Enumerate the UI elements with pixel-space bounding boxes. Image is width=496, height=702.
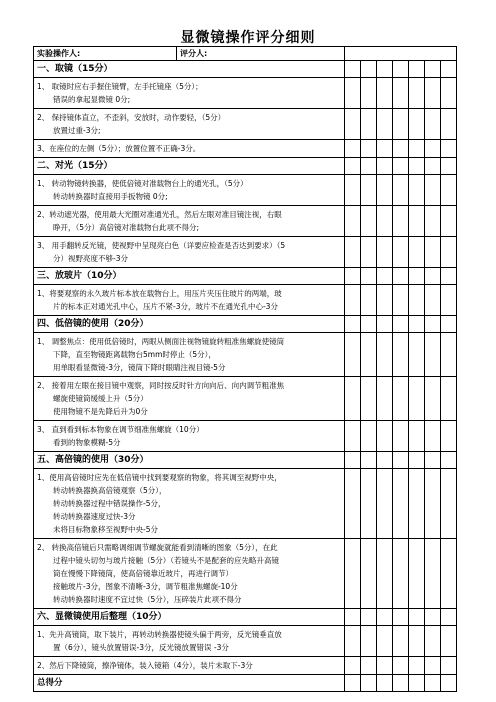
criterion-line: 转动转换器时直接用手扳物镜 0分; <box>53 192 168 201</box>
score-cell[interactable] <box>409 657 425 675</box>
score-cell[interactable] <box>377 206 393 237</box>
score-cell[interactable] <box>377 285 393 316</box>
criterion-line: 1、 转动物镜转换器，使低倍镜对准载物台上的通光孔，（5分） <box>37 179 248 188</box>
score-cell[interactable] <box>425 61 441 78</box>
score-cell[interactable] <box>441 452 457 469</box>
criterion-line: 用单眼看显微镜-3分，镜筒下降时眼睛注视目镜-5分 <box>53 363 226 372</box>
score-cell[interactable] <box>361 316 377 333</box>
score-cell[interactable] <box>361 539 377 609</box>
section-row <box>34 61 457 78</box>
score-cell[interactable] <box>425 539 441 609</box>
section-row <box>34 609 457 626</box>
criterion-row <box>34 469 457 539</box>
criterion-row <box>34 237 457 268</box>
criterion-text <box>34 539 345 609</box>
score-cell[interactable] <box>393 539 409 609</box>
score-cell[interactable] <box>345 158 361 175</box>
score-cell[interactable] <box>361 109 377 140</box>
score-cell[interactable] <box>409 377 425 421</box>
score-cell[interactable] <box>425 675 441 692</box>
score-cell[interactable] <box>377 268 393 285</box>
score-cell[interactable] <box>441 377 457 421</box>
criterion-line: 1、 取镜时应右手握住镜臂，左手托镜座（5分）； <box>37 82 203 91</box>
score-cell[interactable] <box>409 158 425 175</box>
criterion-line: 置（6分），镜头放置错误-3分，反光镜放置错误 -3分 <box>53 643 229 652</box>
score-cell[interactable] <box>345 469 361 539</box>
score-cell[interactable] <box>377 109 393 140</box>
score-cell[interactable] <box>393 206 409 237</box>
score-cell[interactable] <box>345 268 361 285</box>
total-row <box>34 675 457 692</box>
criterion-line: 2、 接着用左眼在接目镜中观察，同时按反时针方向向后、向内调节粗准焦 <box>37 381 285 390</box>
score-cell[interactable] <box>345 333 361 377</box>
score-cell[interactable] <box>409 206 425 237</box>
score-cell[interactable] <box>441 175 457 206</box>
criterion-row <box>34 140 457 158</box>
score-cell[interactable] <box>377 452 393 469</box>
score-cell[interactable] <box>393 61 409 78</box>
score-cell[interactable] <box>361 421 377 452</box>
score-cell[interactable] <box>377 609 393 626</box>
score-cell[interactable] <box>425 316 441 333</box>
criterion-line: 2、然后下降镜筒，擦净镜体，装入镜箱（4分），装片未取下-3分 <box>37 661 253 670</box>
criterion-row <box>34 206 457 237</box>
score-cell[interactable] <box>361 609 377 626</box>
score-cell[interactable] <box>425 421 441 452</box>
score-cell[interactable] <box>361 452 377 469</box>
score-cell[interactable] <box>409 237 425 268</box>
criterion-row <box>34 421 457 452</box>
score-cell[interactable] <box>441 333 457 377</box>
score-cell[interactable] <box>425 285 441 316</box>
score-cell[interactable] <box>441 140 457 158</box>
score-cell[interactable] <box>345 316 361 333</box>
score-cell[interactable] <box>393 626 409 657</box>
score-cell[interactable] <box>409 140 425 158</box>
score-cell[interactable] <box>425 158 441 175</box>
score-cell[interactable] <box>377 421 393 452</box>
score-cell[interactable] <box>441 285 457 316</box>
score-cell[interactable] <box>345 61 361 78</box>
score-cell[interactable] <box>425 140 441 158</box>
score-cell[interactable] <box>409 78 425 109</box>
score-cell[interactable] <box>345 140 361 158</box>
criterion-line: 睁开，（5分）高倍镜对准载物台此项不得分; <box>53 223 200 232</box>
score-cell[interactable] <box>345 452 361 469</box>
score-cell[interactable] <box>425 609 441 626</box>
score-cell[interactable] <box>409 109 425 140</box>
score-cell[interactable] <box>409 609 425 626</box>
score-cell[interactable] <box>441 609 457 626</box>
score-cell[interactable] <box>441 61 457 78</box>
score-cell[interactable] <box>361 206 377 237</box>
score-cell[interactable] <box>361 175 377 206</box>
score-cell[interactable] <box>393 675 409 692</box>
score-cell[interactable] <box>377 626 393 657</box>
criterion-text <box>34 78 345 109</box>
criterion-text <box>34 140 345 158</box>
score-cell[interactable] <box>409 316 425 333</box>
score-cell[interactable] <box>377 61 393 78</box>
score-cell[interactable] <box>425 206 441 237</box>
score-cell[interactable] <box>377 78 393 109</box>
criterion-text <box>34 237 345 268</box>
score-cell[interactable] <box>441 237 457 268</box>
score-cell[interactable] <box>393 285 409 316</box>
criterion-row <box>34 539 457 609</box>
score-cell[interactable] <box>361 333 377 377</box>
header-blank-cell <box>345 47 457 61</box>
header-row <box>34 47 457 61</box>
score-cell[interactable] <box>361 469 377 539</box>
scoring-table <box>33 46 457 692</box>
criterion-line: 看到的物象模糊-5分 <box>53 438 121 447</box>
criterion-line: 片的标本正对通光孔中心，压片不紧-3分，玻片不在通光孔中心-3分 <box>53 302 278 311</box>
criterion-text <box>34 626 345 657</box>
score-cell[interactable] <box>425 268 441 285</box>
score-cell[interactable] <box>425 657 441 675</box>
score-cell[interactable] <box>409 333 425 377</box>
criterion-row <box>34 78 457 109</box>
score-cell[interactable] <box>409 285 425 316</box>
criterion-line: 接触玻片-3分，图象不清晰-3分，调节粗准焦螺旋-10分 <box>53 582 238 591</box>
score-cell[interactable] <box>345 109 361 140</box>
score-cell[interactable] <box>425 109 441 140</box>
score-cell[interactable] <box>441 421 457 452</box>
criterion-line: 1、使用高倍镜时应先在低倍镜中找到要观察的物象，将其调至视野中央， <box>37 473 282 482</box>
score-cell[interactable] <box>345 377 361 421</box>
criterion-line: 转动转换器时速度不宜过快（5分），压碎装片此项不得分 <box>53 595 242 604</box>
score-cell[interactable] <box>377 158 393 175</box>
section-heading: 一、取镜（15分） <box>34 61 345 78</box>
score-cell[interactable] <box>345 175 361 206</box>
score-cell[interactable] <box>409 539 425 609</box>
criterion-text <box>34 285 345 316</box>
score-cell[interactable] <box>441 78 457 109</box>
score-cell[interactable] <box>377 175 393 206</box>
criterion-line: 3、 直到看到标本物象在调节细准焦螺旋（10分） <box>37 425 204 434</box>
score-cell[interactable] <box>377 377 393 421</box>
score-cell[interactable] <box>425 78 441 109</box>
score-cell[interactable] <box>393 316 409 333</box>
criterion-row <box>34 333 457 377</box>
score-cell[interactable] <box>441 539 457 609</box>
score-cell[interactable] <box>377 237 393 268</box>
criterion-line: 3、在座位的左侧（5分）；放置位置不正确-3分。 <box>37 144 201 153</box>
score-cell[interactable] <box>361 626 377 657</box>
score-cell[interactable] <box>377 469 393 539</box>
score-cell[interactable] <box>345 626 361 657</box>
criterion-line: 螺旋使镜筒缓缓上升（5分） <box>53 394 148 403</box>
score-cell[interactable] <box>441 109 457 140</box>
score-cell[interactable] <box>345 206 361 237</box>
criterion-line: 1、 调整焦点：使用低倍镜时，两眼从侧面注视物镜旋转粗准焦螺旋使镜筒 <box>37 337 285 346</box>
page-title: 显微镜操作评分细则 <box>180 30 316 46</box>
score-cell[interactable] <box>393 109 409 140</box>
score-cell[interactable] <box>393 333 409 377</box>
section-heading: 二、对光（15分） <box>34 158 345 175</box>
score-cell[interactable] <box>393 609 409 626</box>
score-cell[interactable] <box>361 140 377 158</box>
criterion-row <box>34 175 457 206</box>
score-cell[interactable] <box>441 675 457 692</box>
section-row <box>34 452 457 469</box>
score-cell[interactable] <box>425 469 441 539</box>
score-cell[interactable] <box>345 609 361 626</box>
score-cell[interactable] <box>409 268 425 285</box>
criterion-line: 未将目标物象移至视野中央-5分 <box>53 525 158 534</box>
score-cell[interactable] <box>425 377 441 421</box>
criterion-line: 下降，直至物镜距离载物台5mm时停止（5分）， <box>53 350 216 359</box>
criterion-line: 过程中镜头切勿与玻片接触（5分）（若镜头不是配套的应先略升高镜 <box>53 556 280 565</box>
score-cell[interactable] <box>361 78 377 109</box>
score-cell[interactable] <box>377 316 393 333</box>
operator-cell <box>34 47 345 61</box>
grader-label: 评分人: <box>180 49 208 58</box>
score-cell[interactable] <box>377 539 393 609</box>
criterion-line: 转动转换器过程中错误操作-5分， <box>53 499 166 508</box>
score-cell[interactable] <box>377 657 393 675</box>
total-label: 总得分 <box>34 675 345 692</box>
score-cell[interactable] <box>425 333 441 377</box>
criterion-text <box>34 421 345 452</box>
score-cell[interactable] <box>361 657 377 675</box>
score-cell[interactable] <box>409 675 425 692</box>
score-cell[interactable] <box>425 237 441 268</box>
score-cell[interactable] <box>441 626 457 657</box>
score-cell[interactable] <box>377 333 393 377</box>
score-cell[interactable] <box>361 675 377 692</box>
criterion-row <box>34 626 457 657</box>
criterion-line: 放置过重-3分; <box>53 126 101 135</box>
score-cell[interactable] <box>345 675 361 692</box>
section-heading: 三、放玻片（10分） <box>34 268 345 285</box>
score-cell[interactable] <box>425 452 441 469</box>
score-cell[interactable] <box>409 469 425 539</box>
score-cell[interactable] <box>409 452 425 469</box>
criterion-row <box>34 657 457 675</box>
criterion-text <box>34 175 345 206</box>
section-row <box>34 268 457 285</box>
score-cell[interactable] <box>377 675 393 692</box>
section-heading: 五、高倍镜的使用（30分） <box>34 452 345 469</box>
score-cell[interactable] <box>345 237 361 268</box>
criterion-line: 2、 转换高倍镜后只需略调细调节螺旋就能看到清晰的图象（5分），在此 <box>37 543 278 552</box>
criterion-line: 使用物镜不是先降后升为0分 <box>53 407 148 416</box>
score-cell[interactable] <box>441 206 457 237</box>
criterion-line: 1、先升高镜筒，取下装片，再转动转换器使镜头偏于两旁，反光镜垂直放 <box>37 630 282 639</box>
criterion-text <box>34 377 345 421</box>
criterion-text <box>34 333 345 377</box>
score-cell[interactable] <box>441 469 457 539</box>
criterion-text <box>34 657 345 675</box>
score-cell[interactable] <box>393 452 409 469</box>
score-cell[interactable] <box>393 469 409 539</box>
score-cell[interactable] <box>393 78 409 109</box>
score-cell[interactable] <box>393 140 409 158</box>
score-cell[interactable] <box>409 61 425 78</box>
score-cell[interactable] <box>441 268 457 285</box>
score-cell[interactable] <box>441 657 457 675</box>
criterion-line: 2、转动遮光器，使用最大光圈对准通光孔，然后左眼对准目镜注视，右眼 <box>37 210 282 219</box>
section-row <box>34 316 457 333</box>
score-cell[interactable] <box>361 61 377 78</box>
criterion-row <box>34 109 457 140</box>
criterion-line: 1、将要观察的永久玻片标本放在载物台上，用压片夹压住玻片的两端，玻 <box>37 289 282 298</box>
score-cell[interactable] <box>361 268 377 285</box>
criterion-line: 转动转换器换高倍镜观察（5分）， <box>53 486 167 495</box>
score-cell[interactable] <box>345 657 361 675</box>
score-cell[interactable] <box>393 657 409 675</box>
score-cell[interactable] <box>393 175 409 206</box>
criterion-row <box>34 377 457 421</box>
score-cell[interactable] <box>361 285 377 316</box>
score-cell[interactable] <box>393 268 409 285</box>
score-cell[interactable] <box>425 626 441 657</box>
score-cell[interactable] <box>361 158 377 175</box>
score-cell[interactable] <box>409 626 425 657</box>
score-cell[interactable] <box>361 377 377 421</box>
score-cell[interactable] <box>361 237 377 268</box>
score-cell[interactable] <box>393 377 409 421</box>
score-cell[interactable] <box>345 539 361 609</box>
score-cell[interactable] <box>409 175 425 206</box>
score-cell[interactable] <box>345 285 361 316</box>
operator-label: 实验操作人: <box>34 47 177 60</box>
criterion-text <box>34 109 345 140</box>
score-cell[interactable] <box>425 175 441 206</box>
score-cell[interactable] <box>441 316 457 333</box>
score-cell[interactable] <box>441 158 457 175</box>
section-row <box>34 158 457 175</box>
criterion-line: 分）视野亮度不够-3分 <box>53 254 128 263</box>
criterion-text <box>34 469 345 539</box>
section-heading: 四、低倍镜的使用（20分） <box>34 316 345 333</box>
score-cell[interactable] <box>345 78 361 109</box>
score-cell[interactable] <box>345 421 361 452</box>
criterion-row <box>34 285 457 316</box>
criterion-line: 筒在慢慢下降镜筒，使高倍镜靠近玻片，再进行调节） <box>53 569 233 578</box>
score-cell[interactable] <box>393 158 409 175</box>
section-heading: 六、显微镜使用后整理（10分） <box>34 609 345 626</box>
score-cell[interactable] <box>377 140 393 158</box>
score-cell[interactable] <box>393 421 409 452</box>
criterion-text <box>34 206 345 237</box>
criterion-line: 3、 用手翻转反光镜，使视野中呈现亮白色（详要应检查是否达到要求）（5 <box>37 241 286 250</box>
criterion-line: 2、 保持镜体直立，不歪斜，安放时，动作要轻，（5分） <box>37 113 226 122</box>
criterion-line: 错误的拿起显微镜 0分; <box>53 95 131 104</box>
score-cell[interactable] <box>409 421 425 452</box>
score-cell[interactable] <box>393 237 409 268</box>
criterion-line: 转动转换器速度过快-3分 <box>53 512 136 521</box>
